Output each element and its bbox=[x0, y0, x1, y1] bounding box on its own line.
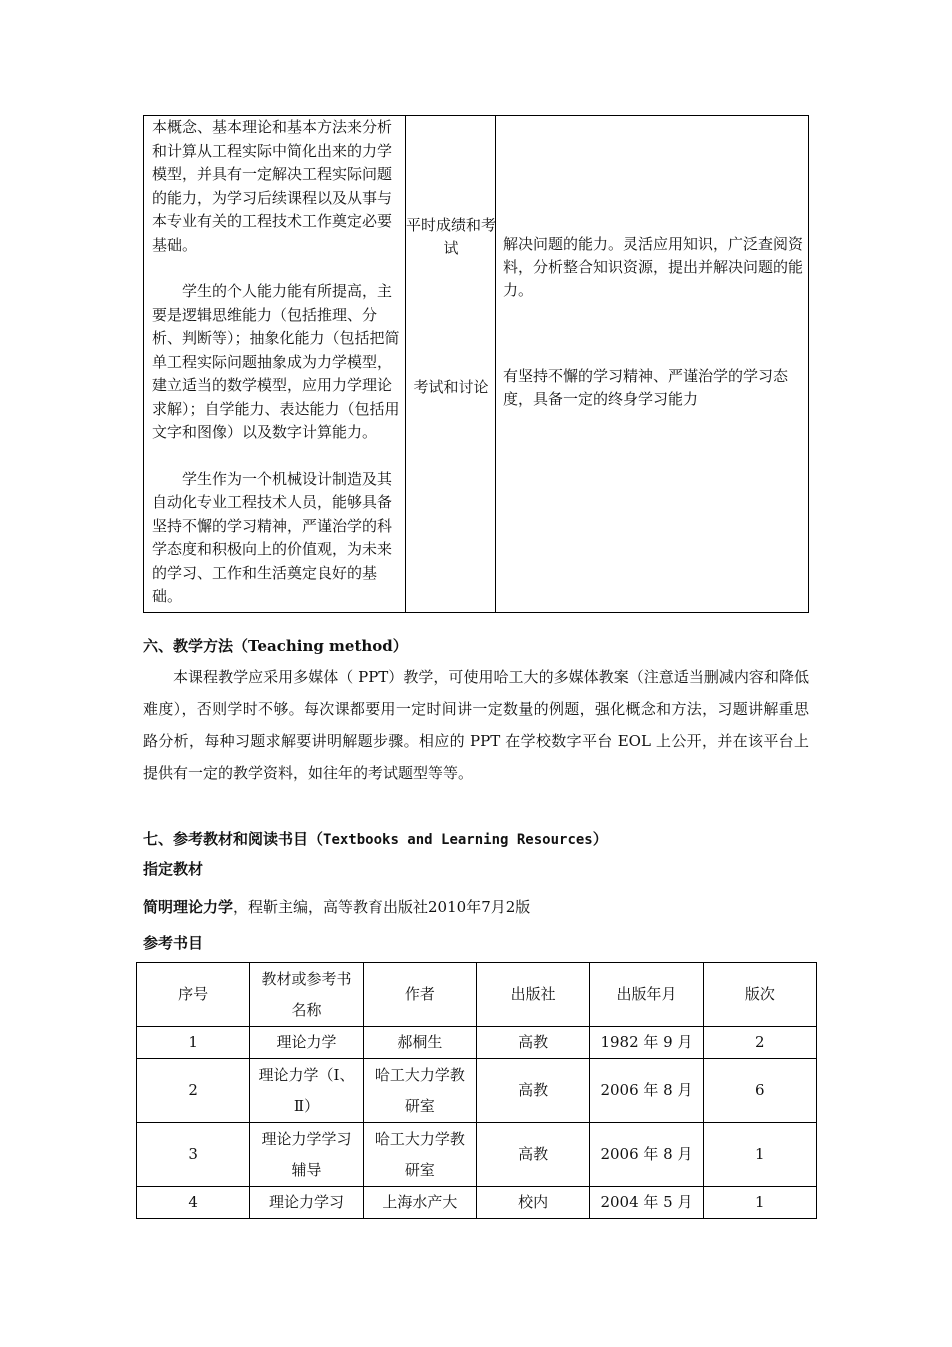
textbook-info: ，程靳主编，高等教育出版社2010年7月2版 bbox=[233, 898, 531, 916]
outcome-goal: 有坚持不懈的学习精神、严谨治学的学习态度，具备一定的终身学习能力 bbox=[503, 367, 789, 408]
table-row bbox=[137, 1059, 817, 1123]
table-cell: 2004 年 5 月 bbox=[590, 1187, 703, 1219]
table-cell: 理论力学 bbox=[250, 1027, 363, 1059]
section-heading-references bbox=[143, 828, 608, 849]
table-cell: 理论力学习 bbox=[250, 1187, 363, 1219]
assessment-method: 考试和讨论 bbox=[413, 378, 489, 396]
outcome-paragraph: 学生作为一个机械设计制造及其自动化专业工程技术人员，能够具备坚持不懈的学习精神，严谨治学的科学态度和积极向上的价值观，为未来的学习、工作和生活奠定良好的基础。 bbox=[152, 469, 393, 605]
table-cell: 上海水产大 bbox=[363, 1187, 476, 1219]
heading-cn: 七、参考教材和阅读书目（ bbox=[143, 830, 324, 848]
outcome-description bbox=[152, 116, 404, 609]
table-header-row bbox=[137, 963, 817, 1027]
outcome-goal: 解决问题的能力。灵活应用知识，广泛查阅资料，分析整合知识资源，提出并解决问题的能力。 bbox=[503, 235, 804, 299]
assessment-method: 平时成绩和考试 bbox=[406, 216, 497, 257]
header-cell: 出版社 bbox=[476, 963, 589, 1027]
table-cell: 2006 年 8 月 bbox=[590, 1059, 703, 1123]
outcome-paragraph: 本概念、基本理论和基本方法来分析和计算从工程实际中简化出来的力学模型，并具有一定解决工程实际问题的能力，为学习后续课程以及从事与本专业有关的工程技术工作奠定必要基础。 bbox=[152, 118, 393, 254]
table-cell: 4 bbox=[137, 1187, 250, 1219]
table-cell: 2 bbox=[137, 1059, 250, 1123]
table-divider bbox=[405, 116, 406, 612]
designated-textbook bbox=[143, 896, 530, 917]
reference-table bbox=[136, 962, 817, 1219]
header-cell: 作者 bbox=[363, 963, 476, 1027]
table-cell: 哈工大力学教研室 bbox=[363, 1059, 476, 1123]
textbook-title: 简明理论力学 bbox=[143, 898, 234, 916]
section-heading-teaching-method: 六、教学方法（Teaching method） bbox=[143, 637, 408, 655]
table-row bbox=[137, 1123, 817, 1187]
table-row bbox=[137, 1187, 817, 1219]
table-divider bbox=[495, 116, 496, 612]
designated-textbook-label: 指定教材 bbox=[143, 860, 204, 878]
header-cell: 出版年月 bbox=[590, 963, 703, 1027]
header-cell: 版次 bbox=[703, 963, 816, 1027]
table-cell: 理论力学（Ⅰ、Ⅱ） bbox=[250, 1059, 363, 1123]
references-label: 参考书目 bbox=[143, 934, 204, 952]
table-cell: 校内 bbox=[476, 1187, 589, 1219]
table-cell: 1982 年 9 月 bbox=[590, 1027, 703, 1059]
table-cell: 3 bbox=[137, 1123, 250, 1187]
header-cell: 教材或参考书名称 bbox=[250, 963, 363, 1027]
table-cell: 1 bbox=[703, 1123, 816, 1187]
table-cell: 高教 bbox=[476, 1027, 589, 1059]
table-cell: 郝桐生 bbox=[363, 1027, 476, 1059]
outcome-paragraph: 学生的个人能力能有所提高，主要是逻辑思维能力（包括推理、分析、判断等）；抽象化能力（包括把简单工程实际问题抽象成为力学模型，建立适当的数学模型，应用力学理论求解）；自学能力、表达能力（包括用文字和图像）以及数字计算能力。 bbox=[152, 282, 400, 441]
table-cell: 理论力学学习辅导 bbox=[250, 1123, 363, 1187]
table-cell: 1 bbox=[703, 1187, 816, 1219]
table-cell: 1 bbox=[137, 1027, 250, 1059]
table-cell: 6 bbox=[703, 1059, 816, 1123]
table-row bbox=[137, 1027, 817, 1059]
table-cell: 高教 bbox=[476, 1123, 589, 1187]
table-cell: 2 bbox=[703, 1027, 816, 1059]
header-cell: 序号 bbox=[137, 963, 250, 1027]
heading-en: Textbooks and Learning Resources bbox=[323, 832, 593, 848]
teaching-method-paragraph: 本课程教学应采用多媒体（ PPT）教学，可使用哈工大的多媒体教案（注意适当删减内容和降低难度），否则学时不够。每次课都要用一定时间讲一定数量的例题，强化概念和方法，习题讲解重思路分析，每种习题求解要讲明解题步骤。相应的 PPT 在学校数字平台 EOL 上公开，并在该平台上提供有一定的教学资料，如往年的考试题型等等。 bbox=[143, 668, 809, 782]
table-cell: 2006 年 8 月 bbox=[590, 1123, 703, 1187]
table-cell: 哈工大力学教研室 bbox=[363, 1123, 476, 1187]
outcome-table bbox=[143, 115, 809, 613]
table-cell: 高教 bbox=[476, 1059, 589, 1123]
heading-close: ） bbox=[592, 830, 608, 848]
